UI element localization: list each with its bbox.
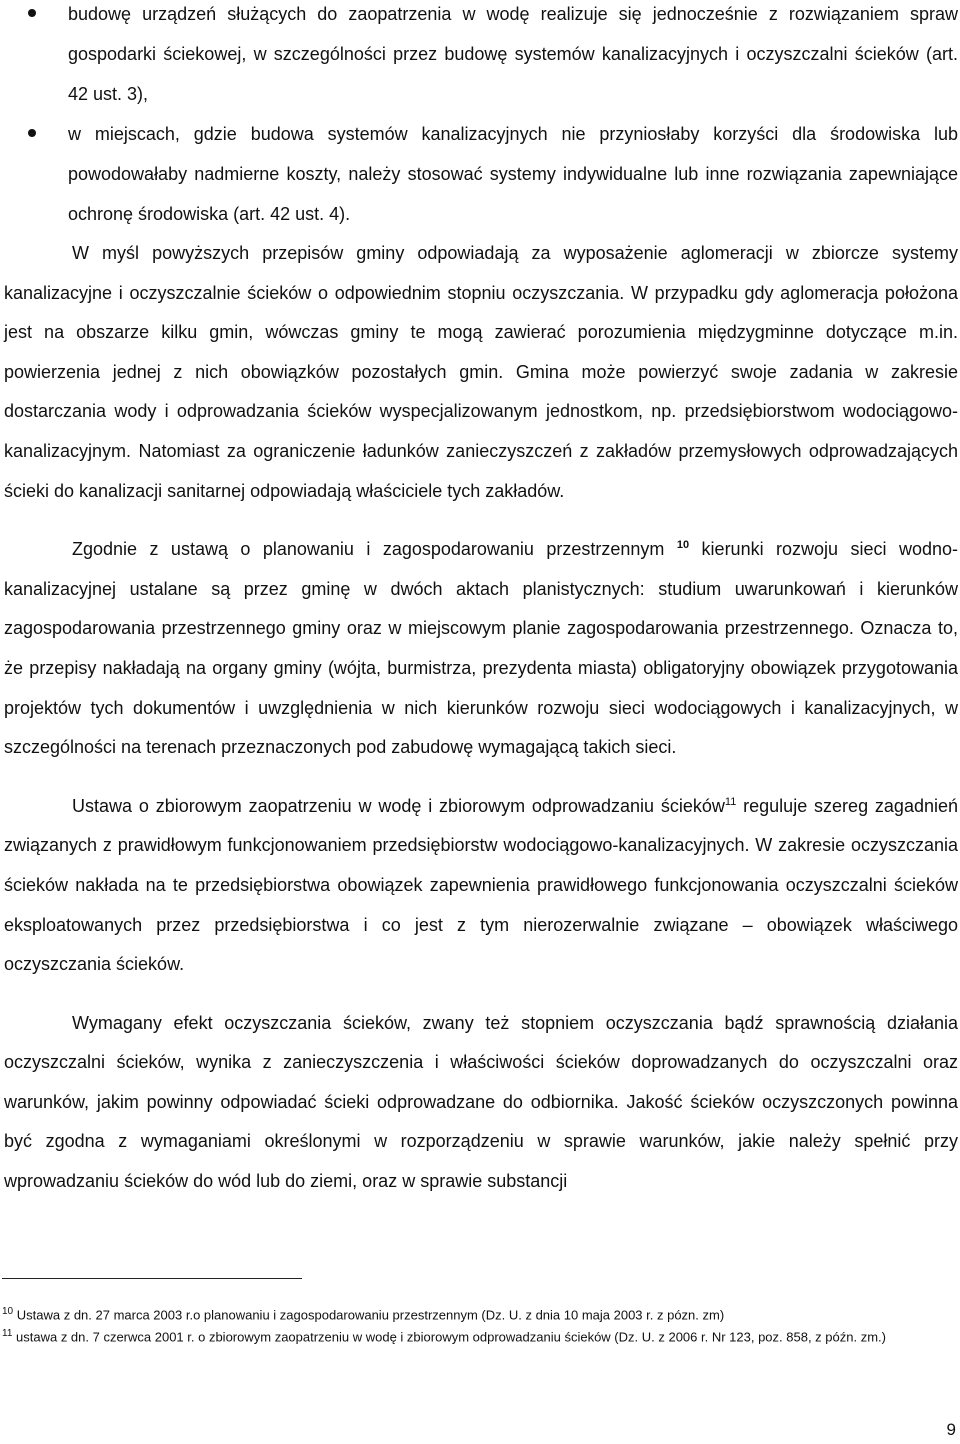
bullet-item: [0, 0, 960, 114]
footnote-10: [2, 1302, 958, 1324]
footnote-number: 11: [2, 1328, 13, 1340]
bullet-dot-icon: [28, 129, 36, 137]
footnote-text: ustawa z dn. 7 czerwca 2001 r. o zbiorowym zaopatrzeniu w wodę i zbiorowym odprowadzaniu ścieków (Dz. U. z 2006 r. Nr 123, poz. 858, z późn. zm.): [16, 1329, 886, 1345]
paragraph-text: Zgodnie z ustawą o planowaniu i zagospodarowaniu przestrzennym: [72, 539, 677, 560]
bullet-item: [0, 114, 960, 234]
paragraph-text: kierunki rozwoju sieci wodno-kanalizacyjnej ustalane są przez gminę w dwóch aktach planistycznych: studium uwarunkowań i kierunków zagospodarowania przestrzennego gminy oraz w miejscowym planie zagospodarowania przestrzennego. Oznacza to, że przepisy nakładają na organy gminy (wójta, burmistrza, prezydenta miasta) obligatoryjny obowiązek przygotowania projektów tych dokumentów i uwzględnienia w nich kierunków rozwoju sieci wodociągowych i kanalizacyjnych, w szczególności na terenach przeznaczonych pod zabudowę wymagającą takich sieci.: [4, 539, 958, 758]
page-number: 9: [946, 1420, 956, 1439]
body-text: [4, 234, 958, 1202]
footnote-text: Ustawa z dn. 27 marca 2003 r.o planowaniu i zagospodarowaniu przestrzennym (Dz. U. z dnia 10 maja 2003 r. z pózn. zm): [16, 1307, 725, 1323]
paragraph-text: Ustawa o zbiorowym zaopatrzeniu w wodę i zbiorowym odprowadzaniu ścieków: [72, 795, 725, 816]
bullet-text: w miejscach, gdzie budowa systemów kanalizacyjnych nie przyniosłaby korzyści dla środowiska lub powodowałaby nadmierne koszty, należy stosować systemy indywidualne lub inne rozwiązania zapewniające ochronę środowiska (art. 42 ust. 4).: [68, 124, 958, 224]
footnote-ref-11: 11: [724, 795, 737, 808]
paragraph-treatment-efficiency: Wymagany efekt oczyszczania ścieków, zwany też stopniem oczyszczania bądź sprawnością działania oczyszczalni ścieków, wynika z zanieczyszczenia i właściwości ścieków doprowadzanych do oczyszczalni oraz warunków, jakim powinny odpowiadać ścieki odprowadzane do odbiornika. Jakość ścieków oczyszczonych powinna być zgodna z wymaganiami określonymi w rozporządzeniu w sprawie warunków, jakie należy spełnić przy wprowadzaniu ścieków do wód lub do ziemi, oraz w sprawie substancji: [4, 1012, 958, 1192]
paragraph-text: reguluje szereg zagadnień związanych z prawidłowym funkcjonowaniem przedsiębiorstw wodociągowo-kanalizacyjnych. W zakresie oczyszczania ścieków nakłada na te przedsiębiorstwa obowiązek zapewnienia prawidłowego funkcjonowania oczyszczalni ścieków eksploatowanych przez przedsiębiorstwa i co jest z tym nierozerwalnie związane – obowiązek właściwego oczyszczania ścieków.: [4, 795, 958, 975]
footnote-11: [2, 1324, 958, 1346]
bullet-dot-icon: [28, 9, 36, 17]
bullet-list: [0, 0, 960, 234]
footnote-divider: [2, 1278, 302, 1279]
footnote-number: 10: [2, 1306, 14, 1317]
paragraph-spatial-planning: [4, 530, 958, 768]
footnote-ref-10: 10: [676, 539, 690, 552]
footnotes: [2, 1302, 958, 1347]
paragraph-water-supply-act: [4, 787, 958, 985]
paragraph-gmina-responsibilities: W myśl powyższych przepisów gminy odpowiadają za wyposażenie aglomeracji w zbiorcze systemy kanalizacyjne i oczyszczalnie ścieków o odpowiednim stopniu oczyszczania. W przypadku gdy aglomeracja położona jest na obszarze kilku gmin, wówczas gminy te mogą zawierać porozumienia międzygminne dotyczące m.in. powierzenia jednej z nich obowiązków pozostałych gmin. Gmina może powierzyć swoje zadania w zakresie dostarczania wody i odprowadzania ścieków wyspecjalizowanym jednostkom, np. przedsiębiorstwom wodociągowo-kanalizacyjnym. Natomiast za ograniczenie ładunków zanieczyszczeń z zakładów przemysłowych odprowadzających ścieki do kanalizacji sanitarnej odpowiadają właściciele tych zakładów.: [4, 243, 958, 501]
bullet-text: budowę urządzeń służących do zaopatrzenia w wodę realizuje się jednocześnie z rozwiązaniem spraw gospodarki ściekowej, w szczególności przez budowę systemów kanalizacyjnych i oczyszczalni ścieków (art. 42 ust. 3),: [68, 4, 958, 104]
